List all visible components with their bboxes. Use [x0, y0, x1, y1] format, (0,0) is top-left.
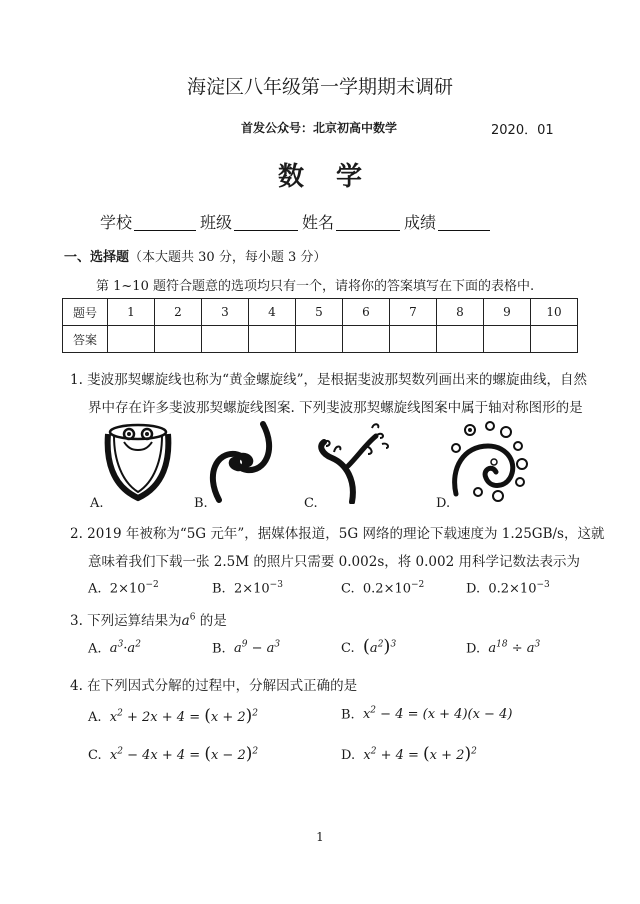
option-letter: D. [341, 748, 356, 763]
q3-option-d[interactable] [466, 640, 540, 656]
answer-cell[interactable] [390, 326, 437, 353]
table-row [63, 326, 578, 353]
table-cell: 2 [155, 299, 202, 326]
option-letter: C. [88, 748, 102, 763]
q4-stem: 4. 在下列因式分解的过程中，分解因式正确的是 [70, 678, 358, 694]
table-row [63, 299, 578, 326]
option-a-label: A. [90, 496, 104, 511]
option-expression: $a^9 - a^3$ [233, 640, 281, 657]
q1-line2: 界中存在许多斐波那契螺旋线图案. 下列斐波那契螺旋线图案中属于轴对称图形的是 [88, 400, 583, 416]
name-label: 姓名 [302, 213, 335, 232]
answer-cell[interactable] [437, 326, 484, 353]
option-letter: B. [212, 581, 226, 597]
q3-stem-exp: 6 [189, 612, 196, 623]
option-expression: $x^2 - 4 = (x + 4)(x - 4)$ [362, 706, 513, 723]
answer-cell[interactable] [484, 326, 531, 353]
spiral-figure-a[interactable] [98, 420, 178, 502]
option-value: 0.2×10 [362, 581, 411, 597]
option-exponent: −2 [411, 580, 425, 590]
name-blank[interactable] [336, 212, 400, 231]
q2-line1: 2. 2019 年被称为“5G 元年”，据媒体报道，5G 网络的理论下载速度为 1.25GB/s，这就 [70, 526, 605, 542]
option-letter: C. [341, 581, 355, 597]
section-note: （本大题共 30 分，每小题 3 分） [129, 250, 327, 265]
q2-line2: 意味着我们下载一张 2.5M 的照片只需要 0.002s，将 0.002 用科学记数法表示为 [88, 554, 580, 570]
answer-cell[interactable] [202, 326, 249, 353]
answer-cell[interactable] [296, 326, 343, 353]
q3-stem-suffix: 的是 [195, 613, 227, 629]
option-letter: B. [341, 707, 355, 723]
student-info-line [100, 210, 494, 233]
option-letter: A. [88, 710, 102, 725]
option-expression: $x^2 + 2x + 4 = (x + 2)^2$ [109, 706, 259, 726]
school-label: 学校 [100, 213, 133, 232]
option-expression: $a^3\cdot a^2$ [109, 640, 141, 657]
table-cell: 9 [484, 299, 531, 326]
table-cell: 6 [343, 299, 390, 326]
option-value: 0.2×10 [488, 581, 537, 597]
subject-title: 数学 [277, 162, 394, 192]
option-letter: D. [466, 641, 481, 657]
option-value: 2×10 [233, 581, 270, 597]
q3-option-a[interactable] [88, 640, 141, 656]
option-exponent: −2 [145, 580, 159, 590]
q4-option-d[interactable] [341, 744, 477, 764]
option-letter: B. [212, 641, 226, 657]
publisher-note: 首发公众号：北京初高中数学 [241, 121, 398, 135]
answer-table [62, 298, 578, 353]
score-blank[interactable] [438, 212, 490, 231]
exam-date: 2020．01 [491, 123, 554, 138]
option-exponent: −3 [536, 580, 550, 590]
table-cell: 10 [531, 299, 578, 326]
page-title: 海淀区八年级第一学期期末调研 [186, 76, 453, 98]
section-title: 一、选择题 [64, 250, 130, 265]
section-instruction: 第 1~10 题符合题意的选项均只有一个，请将你的答案填写在下面的表格中. [96, 279, 535, 294]
q2-option-b[interactable] [212, 580, 283, 596]
class-blank[interactable] [234, 212, 298, 231]
question-number-header: 题号 [63, 299, 108, 326]
option-letter: A. [88, 641, 102, 657]
q2-option-d[interactable] [466, 580, 550, 596]
q3-option-c[interactable] [341, 636, 396, 657]
answer-cell[interactable] [343, 326, 390, 353]
q3-option-b[interactable] [212, 640, 280, 656]
q2-option-c[interactable] [341, 580, 424, 596]
answer-cell[interactable] [249, 326, 296, 353]
option-expression: $a^{18} \div a^3$ [488, 640, 541, 657]
table-cell: 4 [249, 299, 296, 326]
option-expression: $x^2 + 4 = (x + 2)^2$ [363, 744, 477, 764]
school-blank[interactable] [134, 212, 196, 231]
option-c-label: C. [304, 496, 318, 511]
spiral-figure-b[interactable] [205, 420, 277, 504]
spiral-figure-d[interactable] [446, 418, 532, 504]
answer-cell[interactable] [108, 326, 155, 353]
spiral-figure-c[interactable] [312, 420, 396, 504]
page-number: 1 [316, 830, 324, 844]
answer-cell[interactable] [531, 326, 578, 353]
table-cell: 8 [437, 299, 484, 326]
q4-option-b[interactable] [341, 706, 512, 722]
option-exponent: −3 [269, 580, 283, 590]
section-heading [64, 246, 326, 265]
option-letter: C. [341, 641, 355, 656]
table-cell: 5 [296, 299, 343, 326]
class-label: 班级 [200, 213, 233, 232]
q2-option-a[interactable] [88, 580, 159, 596]
answer-header: 答案 [63, 326, 108, 353]
table-cell: 3 [202, 299, 249, 326]
q4-option-a[interactable] [88, 706, 258, 726]
table-cell: 1 [108, 299, 155, 326]
score-label: 成绩 [404, 213, 437, 232]
option-expression: $x^2 - 4x + 4 = (x - 2)^2$ [109, 744, 259, 764]
option-d-label: D. [436, 496, 451, 511]
option-b-label: B. [194, 496, 208, 511]
q3-stem-var: a [181, 613, 190, 629]
q3-stem [70, 609, 227, 629]
q4-option-c[interactable] [88, 744, 258, 764]
table-cell: 7 [390, 299, 437, 326]
option-expression: $(a^2)^3$ [362, 636, 397, 657]
answer-cell[interactable] [155, 326, 202, 353]
option-letter: A. [88, 581, 102, 597]
q1-line1: 1. 斐波那契螺旋线也称为“黄金螺旋线”，是根据斐波那契数列画出来的螺旋曲线，自然 [70, 372, 587, 388]
option-letter: D. [466, 581, 481, 597]
option-value: 2×10 [109, 581, 146, 597]
q3-stem-prefix: 3. 下列运算结果为 [70, 613, 182, 629]
